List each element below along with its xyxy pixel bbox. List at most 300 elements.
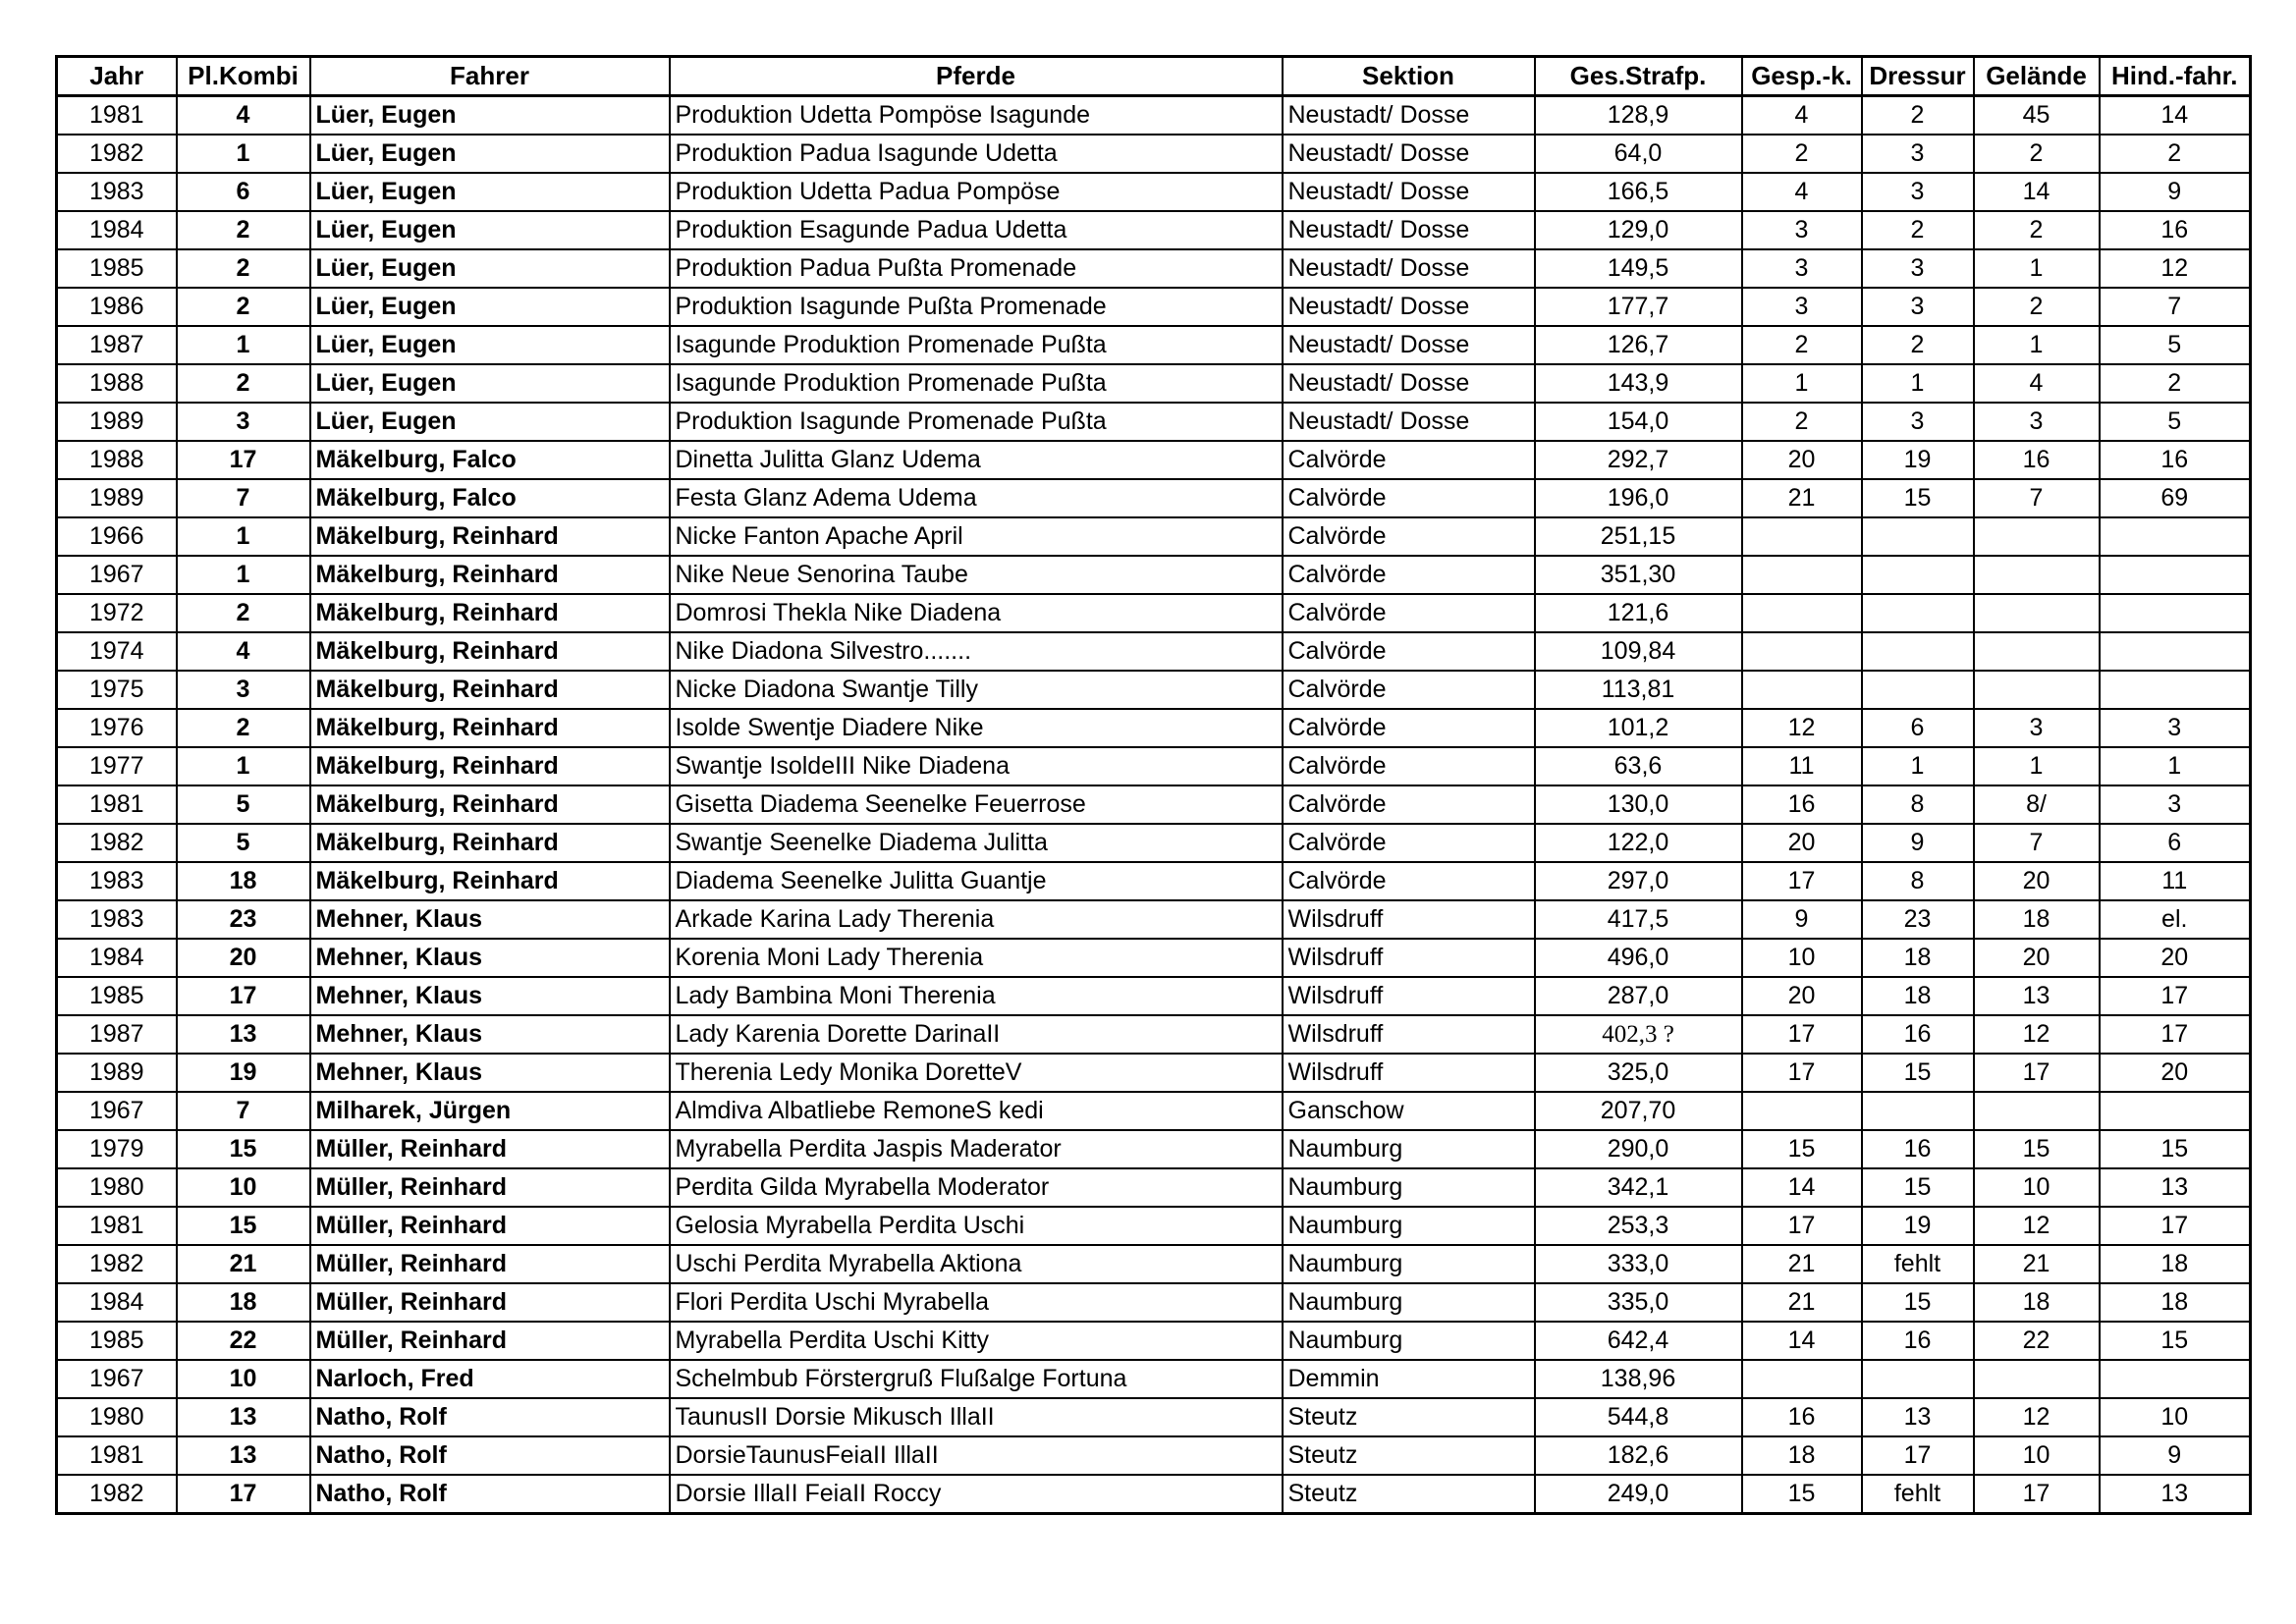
cell-dressur: 16 <box>1862 1130 1974 1168</box>
cell-gelaende <box>1974 517 2100 556</box>
cell-jahr: 1986 <box>57 288 177 326</box>
cell-sektion: Demmin <box>1283 1360 1535 1398</box>
cell-ges-strafp: 126,7 <box>1535 326 1742 364</box>
cell-pferde: Myrabella Perdita Uschi Kitty <box>670 1322 1283 1360</box>
table-row <box>57 326 2251 364</box>
column-header-gelaende: Gelände <box>1974 57 2100 96</box>
cell-sektion: Neustadt/ Dosse <box>1283 135 1535 173</box>
cell-dressur: 15 <box>1862 1283 1974 1322</box>
cell-sektion: Neustadt/ Dosse <box>1283 326 1535 364</box>
cell-dressur: 3 <box>1862 249 1974 288</box>
cell-fahrer: Lüer, Eugen <box>310 326 670 364</box>
cell-fahrer: Mehner, Klaus <box>310 1015 670 1054</box>
cell-sektion: Calvörde <box>1283 632 1535 671</box>
cell-ges-strafp: 182,6 <box>1535 1436 1742 1475</box>
cell-dressur: 18 <box>1862 977 1974 1015</box>
cell-fahrer: Mäkelburg, Reinhard <box>310 862 670 900</box>
cell-ges-strafp: 402,3 ? <box>1535 1015 1742 1054</box>
cell-pl-kombi: 10 <box>177 1360 310 1398</box>
cell-gesp-k <box>1742 556 1862 594</box>
cell-jahr: 1985 <box>57 1322 177 1360</box>
cell-pl-kombi: 22 <box>177 1322 310 1360</box>
cell-sektion: Calvörde <box>1283 479 1535 517</box>
cell-pl-kombi: 4 <box>177 96 310 135</box>
cell-gesp-k: 1 <box>1742 364 1862 403</box>
cell-ges-strafp: 207,70 <box>1535 1092 1742 1130</box>
cell-sektion: Neustadt/ Dosse <box>1283 211 1535 249</box>
cell-gelaende: 7 <box>1974 479 2100 517</box>
cell-ges-strafp: 342,1 <box>1535 1168 1742 1207</box>
cell-gelaende <box>1974 556 2100 594</box>
cell-dressur: 3 <box>1862 288 1974 326</box>
cell-pl-kombi: 3 <box>177 403 310 441</box>
cell-gelaende: 12 <box>1974 1398 2100 1436</box>
cell-pferde: Therenia Ledy Monika DoretteV <box>670 1054 1283 1092</box>
cell-gesp-k: 2 <box>1742 326 1862 364</box>
results-table <box>55 55 2252 1515</box>
cell-fahrer: Natho, Rolf <box>310 1436 670 1475</box>
cell-gesp-k: 17 <box>1742 1054 1862 1092</box>
cell-pferde: Produktion Udetta Pompöse Isagunde <box>670 96 1283 135</box>
cell-ges-strafp: 128,9 <box>1535 96 1742 135</box>
cell-hind-fahr: 15 <box>2100 1322 2251 1360</box>
cell-fahrer: Mäkelburg, Falco <box>310 479 670 517</box>
cell-jahr: 1972 <box>57 594 177 632</box>
cell-gelaende <box>1974 1360 2100 1398</box>
cell-dressur <box>1862 556 1974 594</box>
cell-gesp-k: 21 <box>1742 479 1862 517</box>
cell-jahr: 1980 <box>57 1398 177 1436</box>
cell-hind-fahr: el. <box>2100 900 2251 939</box>
cell-gelaende: 22 <box>1974 1322 2100 1360</box>
cell-hind-fahr: 9 <box>2100 1436 2251 1475</box>
cell-dressur: 8 <box>1862 785 1974 824</box>
cell-pferde: Almdiva Albatliebe RemoneS kedi <box>670 1092 1283 1130</box>
cell-gesp-k <box>1742 632 1862 671</box>
cell-jahr: 1981 <box>57 1436 177 1475</box>
cell-pl-kombi: 15 <box>177 1207 310 1245</box>
cell-dressur: 9 <box>1862 824 1974 862</box>
cell-gelaende: 1 <box>1974 747 2100 785</box>
cell-pferde: Produktion Udetta Padua Pompöse <box>670 173 1283 211</box>
cell-gesp-k: 9 <box>1742 900 1862 939</box>
cell-dressur: 15 <box>1862 1168 1974 1207</box>
cell-dressur <box>1862 1092 1974 1130</box>
cell-gelaende: 16 <box>1974 441 2100 479</box>
cell-dressur: 1 <box>1862 747 1974 785</box>
cell-fahrer: Mäkelburg, Reinhard <box>310 747 670 785</box>
cell-fahrer: Mehner, Klaus <box>310 977 670 1015</box>
cell-ges-strafp: 325,0 <box>1535 1054 1742 1092</box>
cell-pferde: Diadema Seenelke Julitta Guantje <box>670 862 1283 900</box>
cell-hind-fahr: 1 <box>2100 747 2251 785</box>
table-row <box>57 1207 2251 1245</box>
cell-sektion: Neustadt/ Dosse <box>1283 249 1535 288</box>
cell-gesp-k: 14 <box>1742 1168 1862 1207</box>
cell-jahr: 1982 <box>57 1475 177 1514</box>
cell-gesp-k: 4 <box>1742 173 1862 211</box>
cell-gelaende: 18 <box>1974 1283 2100 1322</box>
cell-sektion: Wilsdruff <box>1283 900 1535 939</box>
cell-gesp-k: 17 <box>1742 1207 1862 1245</box>
cell-fahrer: Lüer, Eugen <box>310 403 670 441</box>
cell-sektion: Calvörde <box>1283 862 1535 900</box>
cell-ges-strafp: 417,5 <box>1535 900 1742 939</box>
cell-pl-kombi: 7 <box>177 1092 310 1130</box>
cell-fahrer: Lüer, Eugen <box>310 364 670 403</box>
table-row <box>57 632 2251 671</box>
table-row <box>57 1245 2251 1283</box>
cell-sektion: Wilsdruff <box>1283 977 1535 1015</box>
cell-pferde: Schelmbub Förstergruß Flußalge Fortuna <box>670 1360 1283 1398</box>
table-row <box>57 939 2251 977</box>
cell-gelaende: 18 <box>1974 900 2100 939</box>
cell-gelaende <box>1974 671 2100 709</box>
cell-pferde: Produktion Esagunde Padua Udetta <box>670 211 1283 249</box>
cell-pl-kombi: 2 <box>177 594 310 632</box>
cell-pferde: Produktion Isagunde Pußta Promenade <box>670 288 1283 326</box>
cell-fahrer: Lüer, Eugen <box>310 96 670 135</box>
table-body <box>57 96 2251 1514</box>
cell-dressur: 19 <box>1862 1207 1974 1245</box>
cell-hind-fahr <box>2100 1092 2251 1130</box>
column-header-jahr: Jahr <box>57 57 177 96</box>
cell-ges-strafp: 333,0 <box>1535 1245 1742 1283</box>
cell-dressur: 16 <box>1862 1015 1974 1054</box>
cell-dressur: fehlt <box>1862 1245 1974 1283</box>
cell-ges-strafp: 351,30 <box>1535 556 1742 594</box>
cell-jahr: 1975 <box>57 671 177 709</box>
cell-gelaende: 13 <box>1974 977 2100 1015</box>
cell-gesp-k: 21 <box>1742 1245 1862 1283</box>
cell-pl-kombi: 6 <box>177 173 310 211</box>
cell-pferde: Domrosi Thekla Nike Diadena <box>670 594 1283 632</box>
cell-pferde: Swantje Seenelke Diadema Julitta <box>670 824 1283 862</box>
cell-pl-kombi: 13 <box>177 1015 310 1054</box>
table-row <box>57 517 2251 556</box>
cell-sektion: Neustadt/ Dosse <box>1283 173 1535 211</box>
cell-fahrer: Mehner, Klaus <box>310 939 670 977</box>
table-row <box>57 173 2251 211</box>
cell-pl-kombi: 10 <box>177 1168 310 1207</box>
cell-gelaende: 7 <box>1974 824 2100 862</box>
cell-jahr: 1984 <box>57 939 177 977</box>
cell-jahr: 1979 <box>57 1130 177 1168</box>
cell-jahr: 1977 <box>57 747 177 785</box>
cell-ges-strafp: 642,4 <box>1535 1322 1742 1360</box>
cell-dressur: 17 <box>1862 1436 1974 1475</box>
cell-gesp-k <box>1742 594 1862 632</box>
cell-hind-fahr: 20 <box>2100 939 2251 977</box>
cell-pferde: Swantje IsoldeIII Nike Diadena <box>670 747 1283 785</box>
cell-fahrer: Milharek, Jürgen <box>310 1092 670 1130</box>
cell-sektion: Calvörde <box>1283 671 1535 709</box>
cell-hind-fahr: 13 <box>2100 1475 2251 1514</box>
cell-ges-strafp: 251,15 <box>1535 517 1742 556</box>
cell-fahrer: Müller, Reinhard <box>310 1168 670 1207</box>
cell-hind-fahr: 18 <box>2100 1283 2251 1322</box>
cell-hind-fahr: 5 <box>2100 403 2251 441</box>
cell-gesp-k: 16 <box>1742 1398 1862 1436</box>
cell-sektion: Wilsdruff <box>1283 939 1535 977</box>
cell-sektion: Calvörde <box>1283 709 1535 747</box>
cell-gesp-k: 11 <box>1742 747 1862 785</box>
table-row <box>57 1475 2251 1514</box>
cell-sektion: Calvörde <box>1283 517 1535 556</box>
cell-hind-fahr <box>2100 632 2251 671</box>
cell-sektion: Naumburg <box>1283 1130 1535 1168</box>
cell-jahr: 1967 <box>57 1360 177 1398</box>
cell-gesp-k: 3 <box>1742 249 1862 288</box>
cell-gelaende: 2 <box>1974 288 2100 326</box>
cell-jahr: 1985 <box>57 977 177 1015</box>
cell-hind-fahr: 6 <box>2100 824 2251 862</box>
cell-gesp-k: 3 <box>1742 288 1862 326</box>
cell-hind-fahr: 12 <box>2100 249 2251 288</box>
table-row <box>57 1283 2251 1322</box>
cell-gelaende: 20 <box>1974 939 2100 977</box>
cell-sektion: Steutz <box>1283 1475 1535 1514</box>
cell-fahrer: Lüer, Eugen <box>310 249 670 288</box>
cell-hind-fahr: 20 <box>2100 1054 2251 1092</box>
cell-hind-fahr: 16 <box>2100 211 2251 249</box>
cell-pl-kombi: 3 <box>177 671 310 709</box>
cell-jahr: 1989 <box>57 479 177 517</box>
cell-hind-fahr: 17 <box>2100 1207 2251 1245</box>
cell-pferde: Produktion Padua Isagunde Udetta <box>670 135 1283 173</box>
cell-sektion: Calvörde <box>1283 441 1535 479</box>
cell-jahr: 1982 <box>57 1245 177 1283</box>
cell-ges-strafp: 496,0 <box>1535 939 1742 977</box>
cell-pferde: Nicke Fanton Apache April <box>670 517 1283 556</box>
cell-hind-fahr: 2 <box>2100 364 2251 403</box>
cell-fahrer: Mehner, Klaus <box>310 1054 670 1092</box>
cell-fahrer: Müller, Reinhard <box>310 1283 670 1322</box>
cell-pferde: DorsieTaunusFeiaII IllaII <box>670 1436 1283 1475</box>
cell-jahr: 1985 <box>57 249 177 288</box>
cell-gelaende: 21 <box>1974 1245 2100 1283</box>
cell-pl-kombi: 17 <box>177 441 310 479</box>
cell-ges-strafp: 297,0 <box>1535 862 1742 900</box>
cell-pferde: Lady Bambina Moni Therenia <box>670 977 1283 1015</box>
cell-sektion: Naumburg <box>1283 1245 1535 1283</box>
cell-gelaende: 10 <box>1974 1436 2100 1475</box>
cell-jahr: 1981 <box>57 96 177 135</box>
cell-sektion: Calvörde <box>1283 594 1535 632</box>
cell-jahr: 1987 <box>57 326 177 364</box>
cell-pferde: TaunusII Dorsie Mikusch IllaII <box>670 1398 1283 1436</box>
cell-gelaende: 17 <box>1974 1475 2100 1514</box>
column-header-pl-kombi: Pl.Kombi <box>177 57 310 96</box>
cell-sektion: Wilsdruff <box>1283 1015 1535 1054</box>
cell-pl-kombi: 13 <box>177 1398 310 1436</box>
cell-gelaende: 3 <box>1974 709 2100 747</box>
cell-gelaende: 1 <box>1974 249 2100 288</box>
column-header-pferde: Pferde <box>670 57 1283 96</box>
cell-pferde: Nike Diadona Silvestro....... <box>670 632 1283 671</box>
table-row <box>57 1015 2251 1054</box>
table-row <box>57 1398 2251 1436</box>
cell-gesp-k: 2 <box>1742 135 1862 173</box>
cell-fahrer: Natho, Rolf <box>310 1398 670 1436</box>
table-row <box>57 556 2251 594</box>
cell-hind-fahr: 9 <box>2100 173 2251 211</box>
cell-sektion: Calvörde <box>1283 556 1535 594</box>
cell-jahr: 1988 <box>57 364 177 403</box>
cell-ges-strafp: 249,0 <box>1535 1475 1742 1514</box>
cell-jahr: 1967 <box>57 1092 177 1130</box>
cell-ges-strafp: 64,0 <box>1535 135 1742 173</box>
cell-ges-strafp: 129,0 <box>1535 211 1742 249</box>
cell-fahrer: Lüer, Eugen <box>310 173 670 211</box>
cell-pferde: Dorsie IllaII FeiaII Roccy <box>670 1475 1283 1514</box>
cell-dressur <box>1862 671 1974 709</box>
table-row <box>57 862 2251 900</box>
cell-gelaende: 14 <box>1974 173 2100 211</box>
table-row <box>57 96 2251 135</box>
cell-gesp-k: 17 <box>1742 862 1862 900</box>
cell-pferde: Isagunde Produktion Promenade Pußta <box>670 364 1283 403</box>
cell-ges-strafp: 149,5 <box>1535 249 1742 288</box>
cell-sektion: Neustadt/ Dosse <box>1283 288 1535 326</box>
table-row <box>57 785 2251 824</box>
cell-jahr: 1983 <box>57 173 177 211</box>
cell-jahr: 1988 <box>57 441 177 479</box>
cell-dressur <box>1862 1360 1974 1398</box>
cell-gelaende: 4 <box>1974 364 2100 403</box>
cell-hind-fahr: 7 <box>2100 288 2251 326</box>
cell-pferde: Isagunde Produktion Promenade Pußta <box>670 326 1283 364</box>
table-row <box>57 403 2251 441</box>
cell-hind-fahr: 18 <box>2100 1245 2251 1283</box>
cell-sektion: Steutz <box>1283 1436 1535 1475</box>
cell-fahrer: Mäkelburg, Reinhard <box>310 632 670 671</box>
cell-pl-kombi: 13 <box>177 1436 310 1475</box>
cell-dressur: 16 <box>1862 1322 1974 1360</box>
cell-pl-kombi: 21 <box>177 1245 310 1283</box>
cell-gelaende: 3 <box>1974 403 2100 441</box>
cell-pl-kombi: 5 <box>177 824 310 862</box>
cell-hind-fahr: 3 <box>2100 709 2251 747</box>
cell-pferde: Produktion Isagunde Promenade Pußta <box>670 403 1283 441</box>
column-header-dressur: Dressur <box>1862 57 1974 96</box>
cell-gelaende: 45 <box>1974 96 2100 135</box>
cell-pferde: Produktion Padua Pußta Promenade <box>670 249 1283 288</box>
cell-fahrer: Mäkelburg, Reinhard <box>310 824 670 862</box>
cell-gelaende: 12 <box>1974 1015 2100 1054</box>
cell-pl-kombi: 19 <box>177 1054 310 1092</box>
cell-pl-kombi: 1 <box>177 747 310 785</box>
cell-jahr: 1984 <box>57 1283 177 1322</box>
cell-pferde: Korenia Moni Lady Therenia <box>670 939 1283 977</box>
cell-hind-fahr: 17 <box>2100 977 2251 1015</box>
cell-gesp-k: 17 <box>1742 1015 1862 1054</box>
cell-pl-kombi: 2 <box>177 288 310 326</box>
table-row <box>57 364 2251 403</box>
cell-ges-strafp: 130,0 <box>1535 785 1742 824</box>
cell-pl-kombi: 2 <box>177 364 310 403</box>
cell-pferde: Lady Karenia Dorette DarinaII <box>670 1015 1283 1054</box>
cell-pferde: Nike Neue Senorina Taube <box>670 556 1283 594</box>
cell-dressur: 18 <box>1862 939 1974 977</box>
cell-gesp-k: 20 <box>1742 441 1862 479</box>
table-row <box>57 288 2251 326</box>
cell-gelaende: 15 <box>1974 1130 2100 1168</box>
cell-fahrer: Mäkelburg, Reinhard <box>310 594 670 632</box>
cell-dressur: 1 <box>1862 364 1974 403</box>
cell-dressur: 15 <box>1862 479 1974 517</box>
cell-dressur: 2 <box>1862 326 1974 364</box>
cell-pl-kombi: 7 <box>177 479 310 517</box>
cell-dressur <box>1862 594 1974 632</box>
cell-jahr: 1983 <box>57 862 177 900</box>
cell-pferde: Perdita Gilda Myrabella Moderator <box>670 1168 1283 1207</box>
cell-hind-fahr: 3 <box>2100 785 2251 824</box>
cell-gesp-k: 12 <box>1742 709 1862 747</box>
cell-gesp-k: 18 <box>1742 1436 1862 1475</box>
cell-fahrer: Mäkelburg, Falco <box>310 441 670 479</box>
cell-jahr: 1987 <box>57 1015 177 1054</box>
cell-gelaende: 2 <box>1974 211 2100 249</box>
cell-fahrer: Lüer, Eugen <box>310 288 670 326</box>
table-row <box>57 824 2251 862</box>
cell-pl-kombi: 1 <box>177 326 310 364</box>
cell-gelaende: 2 <box>1974 135 2100 173</box>
cell-jahr: 1984 <box>57 211 177 249</box>
cell-hind-fahr: 13 <box>2100 1168 2251 1207</box>
cell-hind-fahr: 14 <box>2100 96 2251 135</box>
cell-pl-kombi: 18 <box>177 862 310 900</box>
cell-fahrer: Müller, Reinhard <box>310 1322 670 1360</box>
cell-fahrer: Mäkelburg, Reinhard <box>310 709 670 747</box>
cell-sektion: Ganschow <box>1283 1092 1535 1130</box>
table-row <box>57 441 2251 479</box>
cell-dressur: 13 <box>1862 1398 1974 1436</box>
cell-gesp-k: 14 <box>1742 1322 1862 1360</box>
cell-jahr: 1989 <box>57 403 177 441</box>
cell-sektion: Neustadt/ Dosse <box>1283 364 1535 403</box>
cell-dressur: 23 <box>1862 900 1974 939</box>
cell-gelaende: 1 <box>1974 326 2100 364</box>
cell-pl-kombi: 17 <box>177 1475 310 1514</box>
table-header <box>57 57 2251 96</box>
cell-pferde: Nicke Diadona Swantje Tilly <box>670 671 1283 709</box>
cell-pferde: Uschi Perdita Myrabella Aktiona <box>670 1245 1283 1283</box>
cell-dressur: 19 <box>1862 441 1974 479</box>
cell-gesp-k: 15 <box>1742 1475 1862 1514</box>
table-row <box>57 1092 2251 1130</box>
cell-gesp-k: 20 <box>1742 977 1862 1015</box>
table-row <box>57 1168 2251 1207</box>
cell-gesp-k: 20 <box>1742 824 1862 862</box>
cell-gelaende: 10 <box>1974 1168 2100 1207</box>
cell-fahrer: Müller, Reinhard <box>310 1130 670 1168</box>
cell-hind-fahr: 15 <box>2100 1130 2251 1168</box>
cell-pl-kombi: 2 <box>177 211 310 249</box>
cell-fahrer: Mäkelburg, Reinhard <box>310 671 670 709</box>
table-row <box>57 211 2251 249</box>
cell-ges-strafp: 290,0 <box>1535 1130 1742 1168</box>
cell-jahr: 1976 <box>57 709 177 747</box>
cell-gesp-k <box>1742 1360 1862 1398</box>
cell-ges-strafp: 113,81 <box>1535 671 1742 709</box>
cell-gesp-k: 21 <box>1742 1283 1862 1322</box>
cell-dressur <box>1862 632 1974 671</box>
cell-ges-strafp: 154,0 <box>1535 403 1742 441</box>
table-row <box>57 1054 2251 1092</box>
cell-gesp-k: 15 <box>1742 1130 1862 1168</box>
cell-dressur: fehlt <box>1862 1475 1974 1514</box>
